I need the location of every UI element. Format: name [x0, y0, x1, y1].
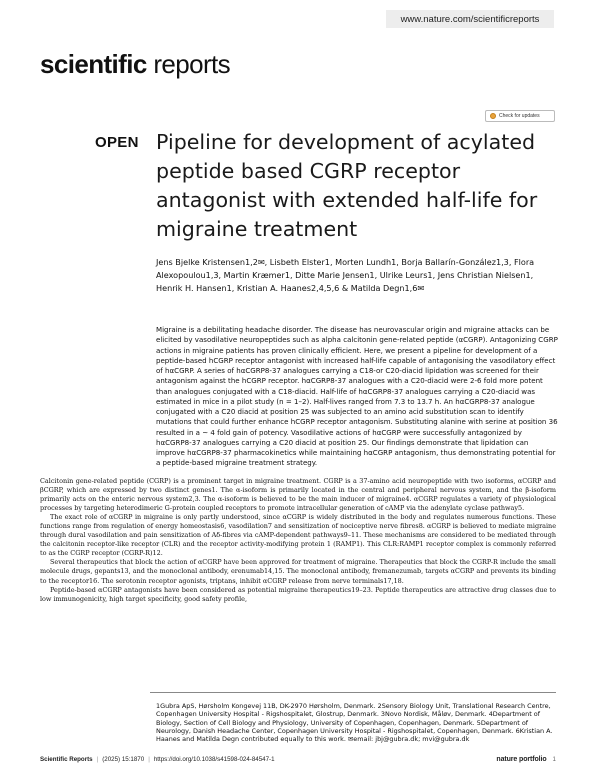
- page-footer: [40, 756, 556, 763]
- open-access-label: OPEN: [95, 134, 139, 151]
- main-body-text: [40, 477, 556, 604]
- logo-bold-text: scientific: [40, 49, 147, 79]
- abstract: Migraine is a debilitating headache disorder. The disease has neurovascular origin and migraine attacks can be elicited by vasodilative neuropeptides such as alpha calcitonin gene-related peptide (αCGRP). Antagonizing CGRP actions in migraine patients has proven clinically efficient. Here, we present a pipeline for development of a peptide-based hCGRP receptor antagonist with increased half-life capable of antagonising the vasodilatory effect of hαCGRP. A series of hαCGRP8-37 analogues carrying a C18-or C20-diacid lipidation was screened for their antagonism against the hCGRP receptor. hαCGRP8-37 analogues with a C20-diacid were 2-6 fold more potent than analogues conjugated with a C18-diacid. Half-life of hαCGRP8-37 analogues carrying a C20-diacid was estimated in mice in a pilot study (n = 1–2). Half-lives ranged from 7.3 to 13.7 h. An hαCGRP8-37 analogue conjugated with a C20 diacid at position 25 was subjected to an amino acid substitution scan to identify mutations that could further enhance hCGRP receptor antagonism. Substituting alanine with serine at position 36 resulted in a ~ 4 fold gain of potency. Vasodilative actions of hαCGRP were successfully antagonized by hαCGRP8-37 analogues carrying a C20 diacid at position 25. Our findings demonstrate that lipidation can improve hαCGRP8-37 pharmacokinetics while maintaining hαCGRP antagonism, thus demonstrating potential for a peptide-based migraine treatment strategy.: [156, 325, 558, 468]
- body-paragraph: The exact role of αCGRP in migraine is only partly understood, since αCGRP is widely distributed in the body and regulates numerous functions. These functions range from regulation of energy homeostasis6, vasodilation7 and sensitization of nociceptive nerve fibres8. αCGRP is believed to mediate migraine through dural vasodilation and pain sensitization of Aδ-fibres via cAMP-dependent pathways9–11. These mechanisms are considered to be mediated through the calcitonin receptor-like receptor (CLR) and the receptor activity-modifying protein 1 (RAMP1). This CLR:RAMP1 receptor complex is commonly referred to as the CGRP receptor (CGRP-R)12.: [40, 513, 556, 558]
- author-list: Jens Bjelke Kristensen1,2✉, Lisbeth Elster1, Morten Lundh1, Borja Ballarín-González1,3, Flora Alexopoulou1,3, Martin Kræmer1, Ditte Marie Jensen1, Ulrike Leurs1, Jens Christian Nielsen1, Henrik H. Hansen1, Kristian A. Haanes2,4,5,6 & Matilda Degn1,6✉: [156, 257, 535, 293]
- check-updates-label: Check for updates: [499, 113, 540, 119]
- footer-citation: (2025) 15:1870: [102, 756, 145, 763]
- article-title: Pipeline for development of acylated peptide based CGRP receptor antagonist with extended half-life for migraine treatment: [156, 130, 538, 241]
- journal-url-banner[interactable]: [386, 10, 554, 28]
- affiliations: 1Gubra ApS, Hørsholm Kongevej 11B, DK-2970 Hørsholm, Denmark. 2Sensory Biology Unit, Translational Research Centre, Copenhagen University Hospital - Rigshospitalet, Glostrup, Denmark. 3Novo Nordisk, Måløv, Denmark. 4Department of Biology, Section of Cell Biology and Physiology, University of Copenhagen, Copenhagen, Denmark. 5Department of Neurology, Danish Headache Center, Copenhagen University Hospital - Rigshospitalet, Copenhagen, Denmark. 6Kristian A. Haanes and Matilda Degn contributed equally to this work. ✉email: jbj@gubra.dk; mvi@gubra.dk: [156, 702, 553, 744]
- affiliation-divider: [150, 692, 556, 693]
- footer-doi-link[interactable]: https://doi.org/10.1038/s41598-024-84547-1: [153, 756, 275, 763]
- footer-separator: |: [148, 756, 150, 763]
- footer-journal-name: Scientific Reports: [40, 756, 93, 763]
- journal-logo: [40, 51, 230, 77]
- body-paragraph: Calcitonin gene-related peptide (CGRP) is a prominent target in migraine treatment. CGRP is a 37-amino acid neuropeptide with two isoforms, αCGRP and βCGRP, which are expressed by two distinct genes1. The α-isoform is primarily located in the central and peripheral nervous system, and the β-isoform primarily acts on the enteric nervous system2,3. The α-isoform is believed to be the main inducer of migraine4. αCGRP regulates a variety of physiological processes by targeting heterodimeric G-protein coupled receptors to promote intracellular generation of cAMP via the adenylate cyclase pathway5.: [40, 477, 556, 513]
- body-paragraph: Peptide-based αCGRP antagonists have been considered as potential migraine therapeutics19–23. Peptide therapeutics are attractive drug classes due to low immunogenicity, high target specificity, good safety profile,: [40, 585, 556, 603]
- body-paragraph: Several therapeutics that block the action of αCGRP have been approved for treatment of migraine. Therapeutics that block the CGRP-R include the small molecule drugs, gepants13, and the monoclonal antibody, erenumab14,15. The monoclonal antibody, fremanezumab, targets αCGRP and prevents its binding to the receptor16. The serotonin receptor agonists, triptans, inhibit αCGRP release from nerve terminals17,18.: [40, 558, 556, 585]
- update-badge-icon: [490, 113, 496, 119]
- journal-url[interactable]: www.nature.com/scientificreports: [400, 13, 540, 25]
- page-number: 1: [552, 756, 556, 763]
- footer-separator: |: [96, 756, 99, 763]
- check-for-updates-button[interactable]: [485, 110, 555, 122]
- publisher-logo: nature portfolio: [496, 756, 547, 763]
- logo-light-text: reports: [146, 49, 231, 79]
